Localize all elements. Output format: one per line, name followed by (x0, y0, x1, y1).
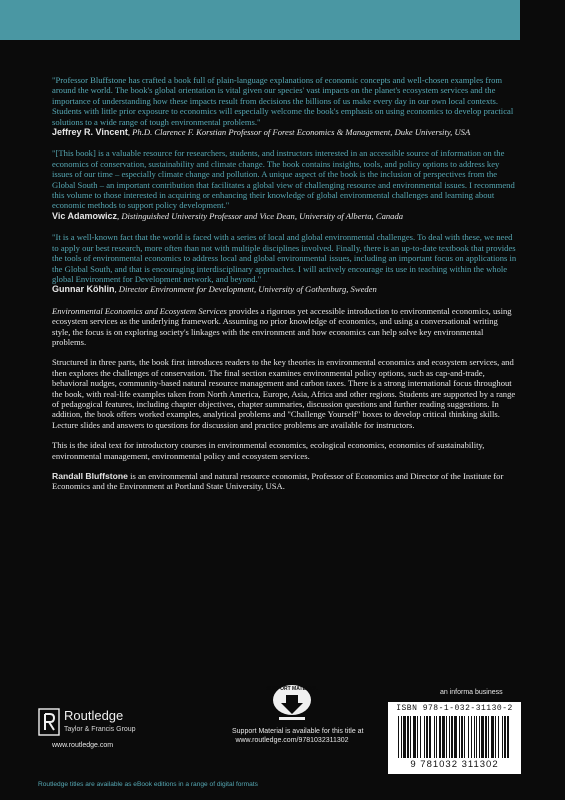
endorser-name: Vic Adamowicz (52, 210, 118, 221)
ebook-note: Routledge titles are available as eBook editions in a range of digital formats (38, 781, 258, 788)
barcode-bar (413, 716, 416, 758)
barcode-bar (449, 716, 450, 758)
endorsement-attribution (52, 284, 517, 294)
endorser-role: , Distinguished University Professor and Vice Dean, University of Alberta, Canada (117, 210, 404, 221)
barcode-bar (488, 716, 489, 758)
support-badge-label: SUPPORT MATERIAL (266, 686, 318, 692)
endorsement-1 (52, 75, 517, 137)
barcode-bar (429, 716, 431, 758)
isbn-digits: 9 781032 311302 (410, 759, 499, 770)
book-title: Environmental Economics and Ecosystem Services (52, 305, 227, 316)
support-url[interactable]: www.routledge.com/9781032311302 (235, 737, 349, 744)
barcode-bar (403, 716, 406, 758)
barcode-bar (446, 716, 447, 758)
author-bio-text: is an environmental and natural resource economist, Professor of Economics and Director of the Institute for Economics and the Environment at Portland State University, USA. (52, 471, 504, 492)
endorsement-2 (52, 148, 517, 221)
barcode-bar (474, 716, 475, 758)
publisher-url[interactable]: www.routledge.com (52, 742, 114, 749)
barcode-bar (461, 716, 463, 758)
publisher-block (38, 702, 198, 752)
barcode-bar (495, 716, 496, 758)
barcode-bar (498, 716, 499, 758)
barcode-bar (420, 716, 421, 758)
barcode-bar (476, 716, 477, 758)
barcode-bar (507, 716, 509, 758)
barcode-bar (434, 716, 435, 758)
endorser-name: Jeffrey R. Vincent (52, 127, 128, 138)
barcode-bar (491, 716, 494, 758)
barcode-bar (451, 716, 453, 758)
barcode-bar (502, 716, 503, 758)
barcode-bar (439, 716, 441, 758)
endorsement-quote: "It is a well-known fact that the world is faced with a series of local and global environmental challenges. To deal with these, we need to apply our best research, more often than not with multiple disciplines involved. Finally, there is an up-to-date textbook that provides the tools of environmental economics to address local and global environmental issues, including an important focus on applications in the Global South, and that is encouraging interdisciplinary approaches. I will actively encourage its use in teaching within the whole global Environment for Development network, and beyond." (52, 232, 517, 284)
barcode-bar (479, 716, 480, 758)
endorser-name: Gunnar Köhlin (52, 284, 115, 295)
barcode-bar (398, 716, 399, 758)
description-structure: Structured in three parts, the book first introduces readers to the key theories in environmental economics and ecosystem services, and then explores the challenges of conservation. The final section examines environmental policy options, such as cap-and-trade, behavioral nudges, community-based natural resource management and carbon taxes. There is a strong international focus throughout the book, with real-life examples taken from North America, Europe, Asia, Africa and other regions. Students are supported by a range of pedagogical features, including chapter objectives, chapter summaries, discussion questions and further reading suggestions. In addition, the book offers worked examples, analytical problems and "Challenge Yourself" boxes to develop critical thinking skills. Lecture slides and answers to questions for discussion and practice problems are available for instructors. (52, 357, 516, 430)
barcode-bar (436, 716, 437, 758)
barcode-bar (401, 716, 402, 758)
support-material-block (232, 683, 364, 745)
publisher-name: Routledge (64, 708, 124, 723)
description-intro (52, 306, 517, 348)
endorsement-attribution (52, 127, 517, 137)
isbn-label: ISBN 978-1-032-31130-2 (396, 704, 513, 713)
endorsement-quote: "Professor Bluffstone has crafted a book full of plain-language explanations of economic concepts and well-chosen examples from around the world. The book's global orientation is vital given our species' vast impacts on the planet's ecosystem services and the importance of understanding how these impacts result from decisions the billions of us make every day in our own local contexts. Students with little prior exposure to economics will especially welcome the book's emphasis on using economics to develop practical solutions to a wide range of tough environmental problems." (52, 75, 514, 127)
endorsement-quote: "[This book] is a valuable resource for researchers, students, and instructors interested in an accessible source of information on the economics of conservation, sustainability and climate change. The book contains insights, tools, and policy options to address key issues of our time – especially climate change and pollution. A unique aspect of the book is the inclusion of perspectives from the Global South – an important contribution that facilitates a global view of challenging resource and environmental issues. I recommend this volume to those interested in acquiring or enhancing their knowledge of global environmental challenges and learning about economic methods to support policy development." (52, 148, 515, 211)
informa-label: an informa business (440, 689, 503, 696)
endorser-role: , Director Environment for Development, University of Gothenburg, Sweden (114, 284, 377, 295)
barcode-bar (410, 716, 411, 758)
author-name: Randall Bluffstone (52, 471, 128, 481)
endorser-role: , Ph.D. Clarence F. Korstian Professor of Forest Economics & Management, Duke University, USA (127, 127, 471, 138)
barcode-bar (454, 716, 457, 758)
endorsement-attribution (52, 211, 517, 221)
routledge-logo-icon (38, 708, 60, 736)
top-teal-band (0, 0, 520, 40)
barcode-bar (471, 716, 472, 758)
barcode-bar (504, 716, 506, 758)
barcode-bar (407, 716, 409, 758)
author-bio (52, 471, 517, 492)
endorsement-3 (52, 232, 517, 294)
barcode-bar (426, 716, 428, 758)
barcode-bar (485, 716, 487, 758)
barcode-bar (481, 716, 484, 758)
support-text: Support Material is available for this title at (232, 728, 364, 735)
barcode-bars (398, 716, 511, 758)
publisher-tagline: Taylor & Francis Group (64, 726, 136, 733)
intro-text: provides a rigorous yet accessible introduction to environmental economics, using ecosystem services as the underlying framework. Assuming no prior knowledge of economics, and using a conversational writing style, the focus is on exploring society's linkages with the environment and how economics can help solve key environmental problems. (52, 305, 512, 347)
barcode-bar (464, 716, 465, 758)
barcode-bar (459, 716, 460, 758)
back-cover-text (52, 75, 517, 502)
barcode-bar (442, 716, 445, 758)
barcode-bar (468, 716, 469, 758)
isbn-barcode (388, 702, 521, 774)
description-ideal: This is the ideal text for introductory courses in environmental economics, ecological economics, economics of sustainability, environmental management, environmental policy and ecosystem services. (52, 440, 485, 461)
barcode-bar (424, 716, 425, 758)
barcode-bar (417, 716, 418, 758)
